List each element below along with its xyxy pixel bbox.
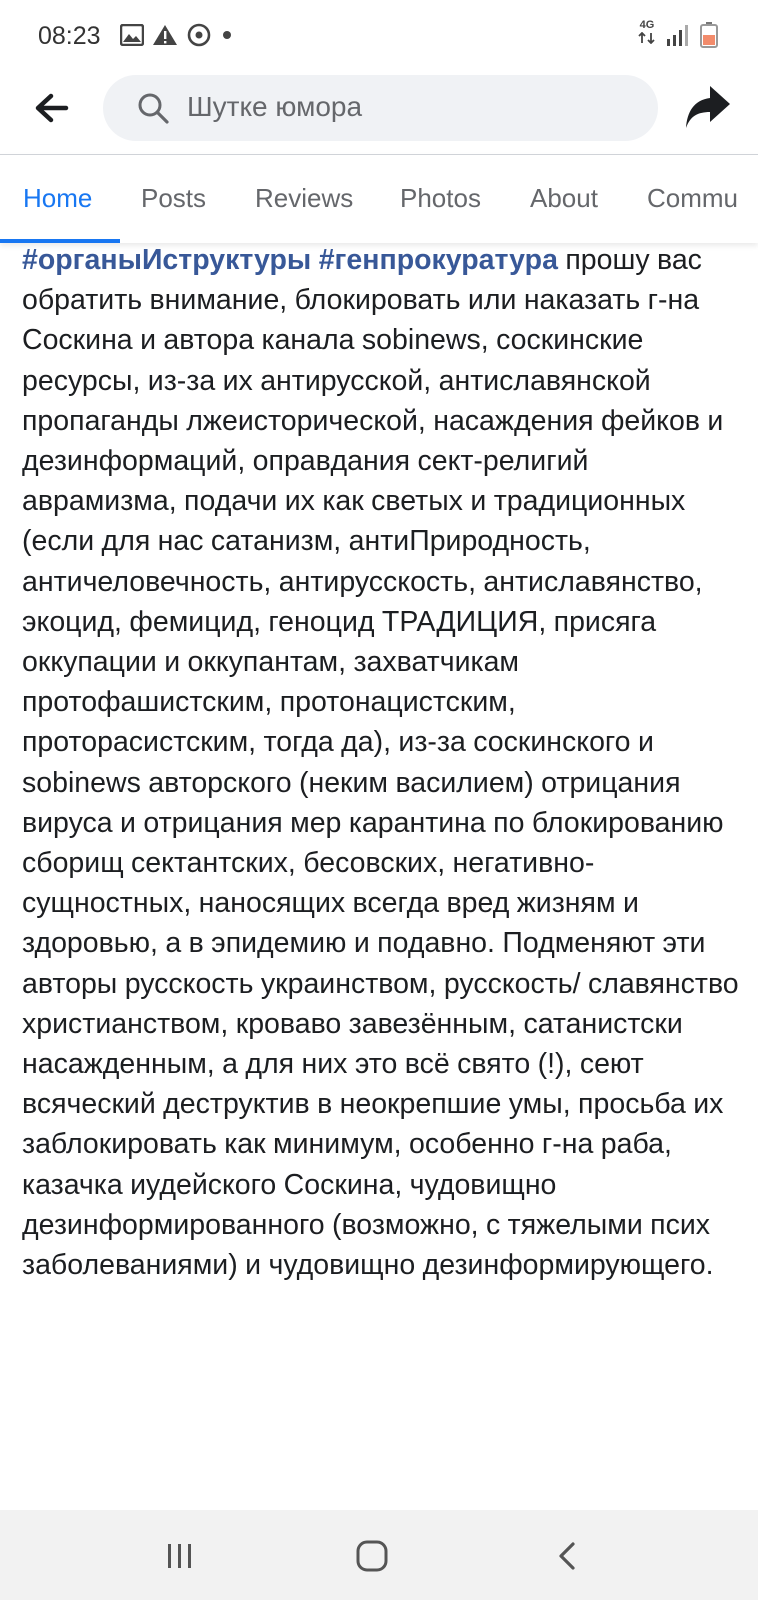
post-body: прошу вас обратить внимание, блокировать или наказать г-на Соскина и автора канала sobinews, соскинские ресурсы, из-за их антирусской, антиславянской пропаганды лжеисторической, насаждения фейков и дезинформаций, оправдания сект-религий аврамизма, подачи их как светых и традиционных (если для нас сатанизм, антиПриродность, античеловечность, антирусскость, антиславянство, экоцид, фемицид, геноцид ТРАДИЦИЯ, присяга оккупации и оккупантам, захватчикам протофашистским, протонацистским, проторасистским, тогда да), из-за соскинского и sobinews авторского (неким василием) отрицания вируса и отрицания мер карантина по блокированию сборищ сектантских, бесовских, негативно-сущностных, наносящих всегда вред жизням и здоровью, а в эпидемию и подавно. Подменяют эти авторы русскость украинством, русскость/ славянство христианством, кроваво завезённым, сатанистски насажденным, а для них это всё свято (!), сеют всяческий деструктив в неокрепшие умы, просьба их заблокировать как минимум, особенно г-на раба, казачка иудейского Соскина, чудовищно дезинформированного (возможно, с тяжелыми псих заболеваниями) и чудовищно дезинформирующего. (22, 244, 739, 1282)
image-icon (120, 24, 144, 46)
battery-icon (700, 22, 718, 48)
hashtag-link[interactable]: #генпрокуратура (318, 244, 558, 276)
tab-home[interactable]: Home (23, 183, 93, 213)
arrow-left-icon (32, 88, 72, 128)
tab-reviews[interactable]: Reviews (255, 183, 354, 213)
page-tabs (0, 154, 758, 243)
back-button[interactable] (32, 88, 72, 128)
back-icon (548, 1536, 588, 1576)
tab-community[interactable]: Commu (647, 183, 739, 213)
system-back-button[interactable] (548, 1536, 588, 1576)
hashtag-link[interactable]: #органыИструктуры (22, 244, 312, 276)
home-button[interactable] (352, 1536, 392, 1576)
search-input[interactable] (103, 75, 658, 141)
home-icon (352, 1536, 392, 1576)
status-icons-left (120, 22, 234, 48)
signal-icon (666, 23, 692, 47)
dot-icon (220, 28, 234, 42)
status-time: 08:23 (38, 22, 101, 50)
share-button[interactable] (684, 84, 732, 130)
tab-photos[interactable]: Photos (400, 183, 481, 213)
status-bar (0, 0, 758, 70)
search-query: Шутке юмора (187, 91, 363, 122)
network-type-label: 4G (639, 19, 655, 31)
share-arrow-icon (684, 84, 732, 130)
network-arrows-icon (636, 20, 658, 49)
post-text (22, 240, 742, 1285)
system-nav-bar (0, 1510, 758, 1600)
tab-about[interactable]: About (530, 183, 598, 213)
search-header (0, 70, 758, 154)
search-icon (137, 92, 169, 124)
recent-apps-icon (160, 1536, 200, 1576)
sync-icon (186, 22, 212, 48)
warning-icon (152, 24, 178, 46)
status-icons-right (636, 20, 718, 49)
tab-posts[interactable]: Posts (141, 183, 207, 213)
recent-apps-button[interactable] (160, 1536, 200, 1576)
